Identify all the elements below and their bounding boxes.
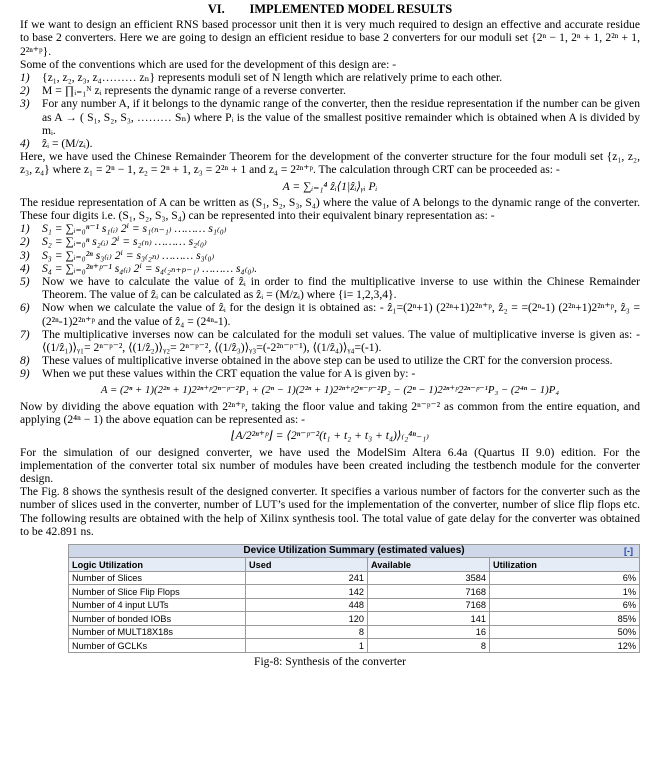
list-item: 1) S₁ = ∑ᵢ₌₀ⁿ⁻¹ s₁₍ᵢ₎ 2ⁱ = s₁₍ₙ₋₁₎ ……… s₁₍₀₎ bbox=[20, 222, 227, 236]
conventions-list bbox=[20, 71, 640, 150]
table-row bbox=[69, 639, 640, 653]
cell-available: 7168 bbox=[368, 598, 490, 612]
table-title-text: Device Utilization Summary (estimated values) bbox=[243, 545, 465, 557]
list-item: 2) S₂ = ∑ᵢ₌₀ⁿ s₂₍ᵢ₎ 2ⁱ = s₂₍ₙ₎ ……… s₂₍₀₎ bbox=[20, 235, 207, 249]
table-title bbox=[69, 544, 640, 558]
cell-utilization: 85% bbox=[490, 612, 640, 626]
table-row bbox=[69, 571, 640, 585]
figure-paragraph: The Fig. 8 shows the synthesis result of the designed converter. It specifies a various number of factors for the converter such as the number of slices used in the converter, number of LUT’s used for the implementation of the converter, number of slice flip flops etc. The following results are obtained with the help of Xilinx synthesis tool. The total value of gate delay for the converter was obtained to be 42.891 ns. bbox=[20, 485, 640, 538]
collapse-toggle[interactable]: [-] bbox=[624, 545, 633, 556]
cell-utilization: 6% bbox=[490, 571, 640, 585]
column-header: Logic Utilization bbox=[69, 558, 246, 572]
column-header: Available bbox=[368, 558, 490, 572]
crt-equation: A = ∑ᵢ₌₁⁴ ẑᵢ⟨1|ẑᵢ⟩ᵧᵢ Pᵢ bbox=[282, 179, 378, 193]
table-row bbox=[69, 585, 640, 599]
paper-page bbox=[20, 3, 640, 668]
crt-paragraph: Here, we have used the Chinese Remainder Theorem for the development of the converter structure for the four moduli set {z₁, z₂, z₃, z₄} where z₁ = 2ⁿ − 1, z₂ = 2ⁿ + 1, z₃ = 2²ⁿ + 1 and z₄ = 2²ⁿ⁺ᵖ. The calculation through CRT can be proceeded as: - bbox=[20, 150, 640, 177]
cell-used: 241 bbox=[246, 571, 368, 585]
table-header-row bbox=[69, 558, 640, 572]
divide-paragraph: Now by dividing the above equation with 2²ⁿ⁺ᵖ, taking the floor value and taking 2ⁿ⁻ᵖ⁻² as common from the entire equation, and applying (2⁴ⁿ − 1) the above equation can be represented as: - bbox=[20, 399, 640, 427]
cell-label: Number of bonded IOBs bbox=[69, 612, 246, 626]
cell-label: Number of Slice Flip Flops bbox=[69, 585, 246, 599]
list-item: 5) Now we have to calculate the value of ẑᵢ in order to find the multiplicative inverse to use within the Chinese Remainder Theorem. The value of ẑᵢ can be calculated as ẑᵢ = (M/zᵢ) where {i= 1,2,3,4}. bbox=[20, 275, 640, 302]
cell-used: 448 bbox=[246, 598, 368, 612]
cell-label: Number of MULT18X18s bbox=[69, 625, 246, 639]
list-item: 3) S₃ = ∑ᵢ₌₀²ⁿ s₃₍ᵢ₎ 2ⁱ = s₃₍₂ₙ₎ ……… s₃₍₀₎ bbox=[20, 248, 215, 262]
cell-used: 8 bbox=[246, 625, 368, 639]
device-utilization-table-wrap bbox=[68, 544, 640, 653]
cell-used: 1 bbox=[246, 639, 368, 653]
conventions-intro: Some of the conventions which are used for the development of this design are: - bbox=[20, 57, 397, 71]
floor-equation: ⌊A/2²ⁿ⁺ᵖ⌋ = ⟨2ⁿ⁻ᵖ⁻²(t₁ + t₂ + t₃ + t₄)⟩₍₂⁴ⁿ₋₁₎ bbox=[231, 429, 429, 443]
cell-utilization: 50% bbox=[490, 625, 640, 639]
steps-list bbox=[20, 222, 640, 380]
column-header: Used bbox=[246, 558, 368, 572]
cell-label: Number of 4 input LUTs bbox=[69, 598, 246, 612]
cell-label: Number of Slices bbox=[69, 571, 246, 585]
cell-used: 120 bbox=[246, 612, 368, 626]
cell-used: 142 bbox=[246, 585, 368, 599]
list-item: 1) {z₁, z₂, z₃, z₄……… zₙ} represents moduli set of N length which are relatively prime to each other. bbox=[20, 71, 503, 85]
cell-utilization: 6% bbox=[490, 598, 640, 612]
list-item: 4) ẑᵢ = (M/zᵢ). bbox=[20, 137, 93, 151]
cell-available: 8 bbox=[368, 639, 490, 653]
cell-available: 16 bbox=[368, 625, 490, 639]
simulation-paragraph: For the simulation of our designed converter, we have used the ModelSim Altera 6.4a (Quartus II 9.0) edition. For the implementation of the converter total six number of modules have been created including the testbench module for the converter design. bbox=[20, 445, 640, 485]
cell-available: 3584 bbox=[368, 571, 490, 585]
list-item: 4) S₄ = ∑ᵢ₌₀²ⁿ⁺ᵖ⁻¹ s₄₍ᵢ₎ 2ⁱ = s₄₍₂ₙ₊ₚ₋₁₎ ……… s₄₍₀₎. bbox=[20, 261, 258, 275]
table-row bbox=[69, 625, 640, 639]
section-title: VI. IMPLEMENTED MODEL RESULTS bbox=[207, 2, 453, 16]
intro-paragraph: If we want to design an efficient RNS based processor unit then it is very much required to design an effective and accurate residue to base 2 converters. Here we are going to design an efficient residue to base 2 converters for our moduli set {2ⁿ − 1, 2ⁿ + 1, 2²ⁿ + 1, 2²ⁿ⁺ᵖ}. bbox=[20, 18, 640, 58]
list-item: 7) The multiplicative inverses now can be calculated for the moduli set values. The value of multiplicative inverse is given as: - ⟨(1/ẑ₁)⟩ᵧ₁= 2ⁿ⁻ᵖ⁻², ⟨(1/ẑ₂)⟩ᵧ₂= 2ⁿ⁻ᵖ⁻², ⟨(1/ẑ₃)⟩ᵧ₃=(-2²ⁿ⁻ᵖ⁻¹), ⟨(1/ẑ₄)⟩ᵧ₄=(-1). bbox=[20, 327, 640, 355]
list-item: 3) For any number A, if it belongs to the dynamic range of the converter, then the residue representation if the number can be given as A → ( S₁, S₂, S₃, ……… Sₙ) where Pᵢ is the value of the smallest positive remainder which is obtained when A is divided by mᵢ. bbox=[20, 97, 640, 137]
residue-paragraph: The residue representation of A can be written as (S₁, S₂, S₃, S₄) where the value of A belongs to the dynamic range of the converter. These four digits i.e. (S₁, S₂, S₃, S₄) can be represented into their equivalent binary representation as: - bbox=[20, 195, 640, 223]
cell-label: Number of GCLKs bbox=[69, 639, 246, 653]
list-item: 8) These values of multiplicative inverse obtained in the above step can be used to utilize the CRT for the conversion process. bbox=[20, 354, 613, 368]
big-equation: A = (2ⁿ + 1)(2²ⁿ + 1)2²ⁿ⁺ᵖ2ⁿ⁻ᵖ⁻²P₁ + (2ⁿ − 1)(2²ⁿ + 1)2²ⁿ⁺ᵖ2ⁿ⁻ᵖ⁻²P₂ − (2ⁿ − 1)2²ⁿ⁺ᵖ2²ⁿ⁻ᵖ⁻¹P₃ − (2⁴ⁿ − 1)P₄ bbox=[100, 383, 560, 396]
cell-utilization: 12% bbox=[490, 639, 640, 653]
cell-utilization: 1% bbox=[490, 585, 640, 599]
table-row bbox=[69, 612, 640, 626]
list-item: 9) When we put these values within the CRT equation the value for A is given by: - bbox=[20, 367, 416, 381]
device-utilization-table bbox=[68, 544, 640, 653]
list-item: 6) Now when we calculate the value of ẑᵢ for the design it is obtained as: - ẑ₁=(2ⁿ+1) (2²ⁿ+1)2²ⁿ⁺ᵖ, ẑ₂ = =(2ⁿ-1) (2²ⁿ+1)2²ⁿ⁺ᵖ, ẑ₃ = (2²ⁿ-1)2²ⁿ⁺ᵖ and the value of ẑ₄ = (2⁴ⁿ-1). bbox=[20, 301, 640, 328]
figure-caption: Fig-8: Synthesis of the converter bbox=[254, 654, 406, 668]
table-row bbox=[69, 598, 640, 612]
column-header: Utilization bbox=[490, 558, 640, 572]
cell-available: 7168 bbox=[368, 585, 490, 599]
list-item: 2) M = ∏ᵢ₌₁ᴺ zᵢ represents the dynamic range of a reverse converter. bbox=[20, 84, 346, 98]
cell-available: 141 bbox=[368, 612, 490, 626]
